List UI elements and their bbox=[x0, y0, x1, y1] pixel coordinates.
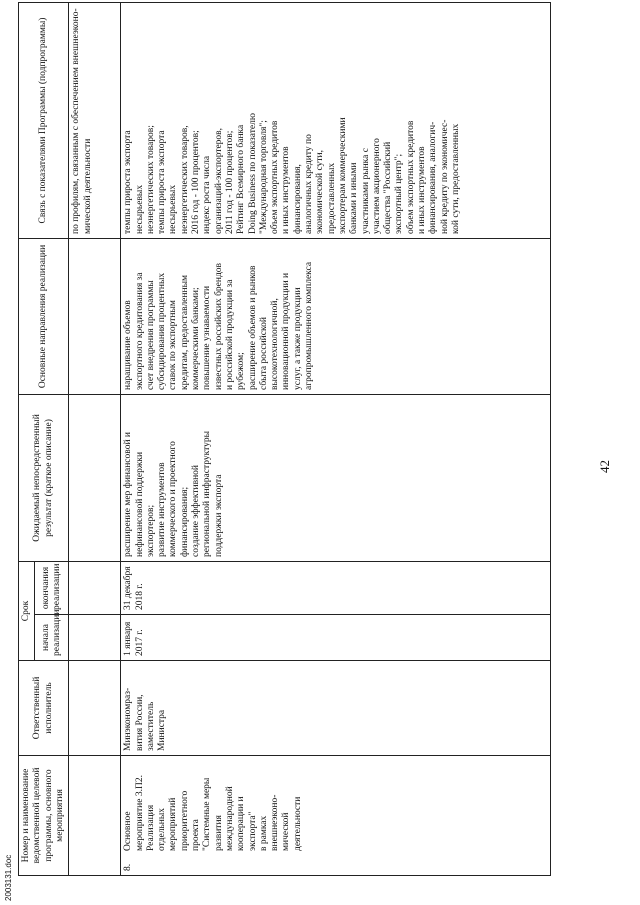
row-end: 31 декабря 2018 г. bbox=[121, 561, 551, 614]
cont-cell-3 bbox=[69, 615, 121, 661]
cont-cell-2 bbox=[69, 661, 121, 756]
row-program-name: Основное мероприятие 3.П2. Реализация отдельных мероприятий приоритетного проекта "Системные меры развития международной кооперации и экспорта" в рамках внешнеэконо- мической деятельности bbox=[123, 775, 303, 851]
header-term: Срок bbox=[19, 561, 35, 660]
document-filename: 2003131.doc bbox=[4, 854, 13, 901]
header-start: начала реализации bbox=[35, 615, 69, 661]
row-directions: наращивание объемов экспортного кредитования за счет внедрения программы субсидирования процентных ставок по экспортным кредитам, предоставленным коммерческими банками; повышение узнаваемости известных российских брендов и российской продукции за рубежом; расширение объемов и рынков сбыта российской высокотехнологичной, инновационной продукции и услуг, а также продукции агропромышленного комплекса bbox=[121, 238, 551, 394]
row-expected-result: расширение мер финансовой и нефинансовой поддержки экспортеров; развитие инструментов коммерческого и проектного финансирования; создание эффективной региональной инфраструктуры поддержки экспорта bbox=[121, 394, 551, 561]
cont-indicators: по профилям, связанным с обеспечением внешнеэконо- мической деятельности bbox=[69, 2, 121, 238]
header-directions: Основные направления реализации bbox=[19, 238, 69, 394]
cont-cell-5 bbox=[69, 394, 121, 561]
row-start: 1 января 2017 г. bbox=[121, 615, 551, 661]
cont-cell-6 bbox=[69, 238, 121, 394]
header-expected-result: Ожидаемый непосредственный результат (краткое описание) bbox=[19, 394, 69, 561]
cont-cell-4 bbox=[69, 561, 121, 614]
row-program-cell bbox=[121, 756, 551, 876]
cont-cell-1 bbox=[69, 756, 121, 876]
program-table bbox=[18, 2, 551, 876]
row-executor: Минэкономраз- вития России, заместитель Министра bbox=[121, 661, 551, 756]
header-executor: Ответственный исполнитель bbox=[19, 661, 69, 756]
page-number: 42 bbox=[597, 460, 612, 473]
row-number: 8. bbox=[123, 863, 134, 871]
header-indicators-link: Связь с показателями Программы (подпрограммы) bbox=[19, 2, 69, 238]
header-end: окончания реализации bbox=[35, 561, 69, 614]
header-program-name: Номер и наименование ведомственной целевой программы, основного мероприятия bbox=[19, 756, 69, 876]
row-indicators: темпы прироста экспорта несырьевых неэнергетических товаров; темпы прироста экспорта несырьевых неэнергетических товаров, 2016 год - 100 процентов; индекс роста числа организаций-экспортеров, 2011 год - 100 процентов; Рейтинг Всемирного банка Doing Business по показателю "Международная торговля"; объем экспортных кредитов и иных инструментов финансирования, аналогичных кредиту по экономической сути, предоставленных экспортерам коммерческими банками и иными участниками рынка с участием акционерного общества "Российский экспортный центр"; объем экспортных кредитов и иных инструментов финансирования, аналогич- ной кредиту по экономичес- кой сути, предоставленных bbox=[121, 2, 551, 238]
